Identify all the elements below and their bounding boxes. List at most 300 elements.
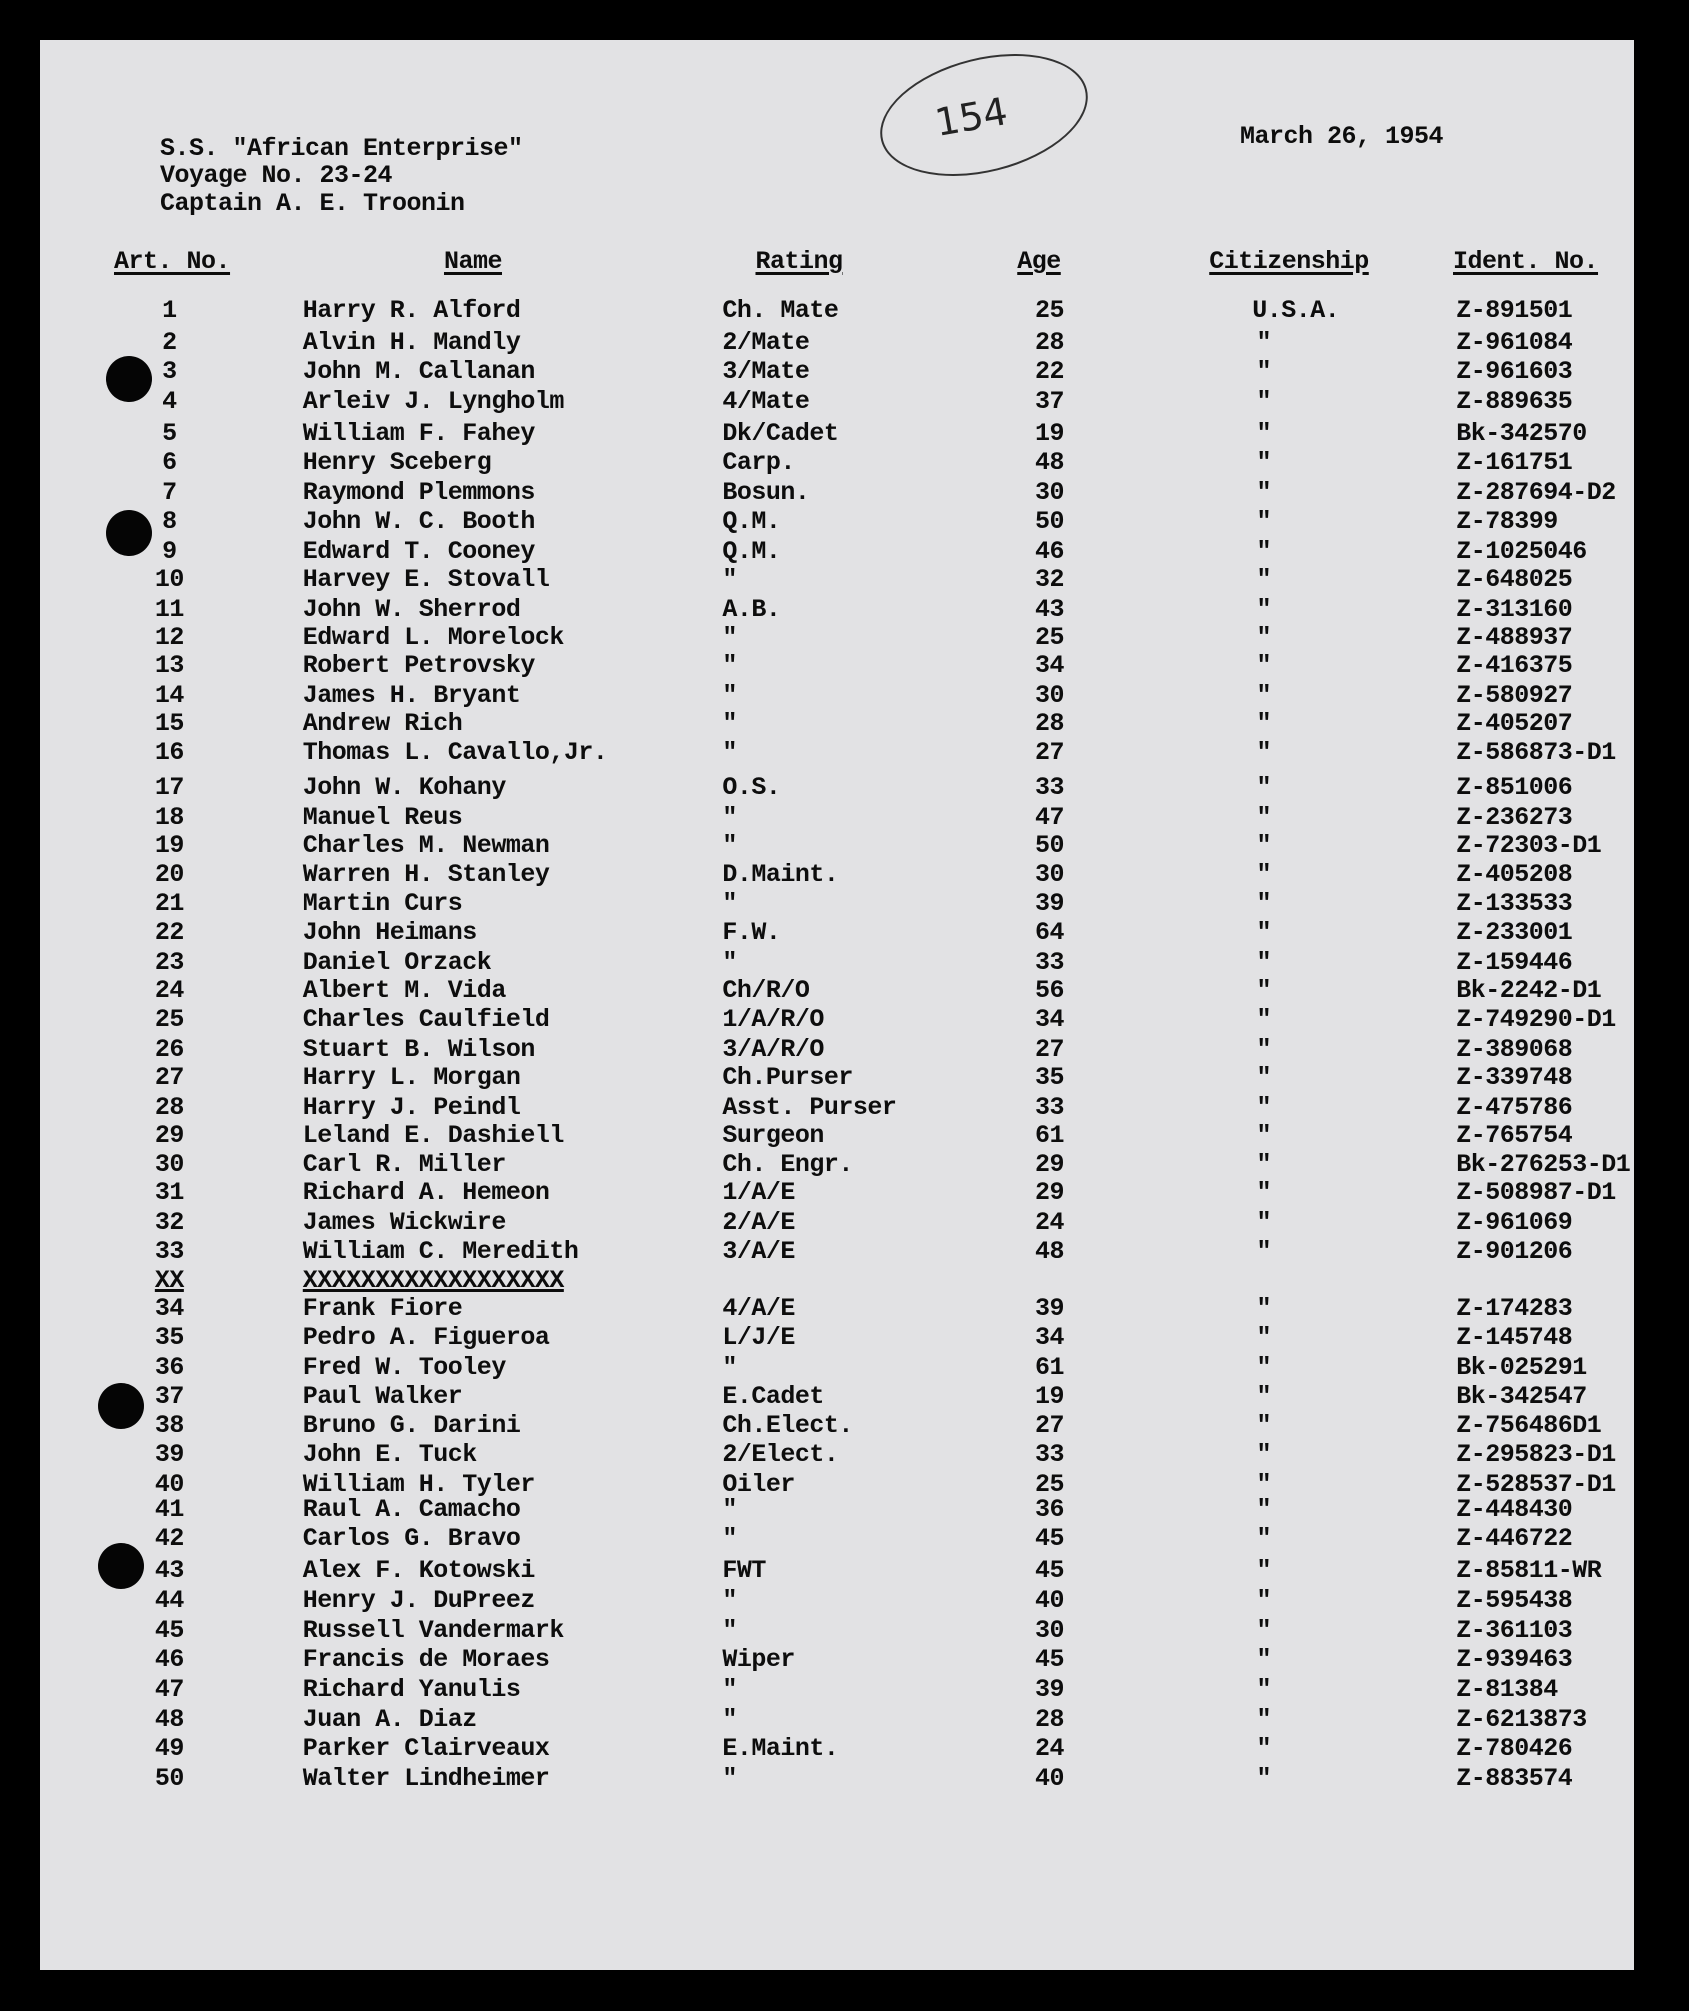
crew-name-cell: Alex F. Kotowski xyxy=(302,1555,535,1585)
ident-no-cell: Z-448430 xyxy=(1456,1495,1573,1525)
age-cell: 33 xyxy=(1034,1092,1064,1122)
citizenship-cell: " xyxy=(1256,1555,1272,1585)
column-header-ident-no: Ident. No. xyxy=(1453,247,1599,276)
ident-no-cell: Z-765754 xyxy=(1456,1120,1573,1150)
rating-cell: Ch. Mate xyxy=(722,295,839,325)
rating-cell: " xyxy=(722,708,737,738)
ident-no-cell: Z-161751 xyxy=(1456,448,1573,478)
art-no-cell: 40 xyxy=(154,1469,184,1499)
rating-cell: " xyxy=(722,622,737,652)
crew-name-cell: Parker Clairveaux xyxy=(302,1734,550,1763)
rating-cell: Asst. Purser xyxy=(722,1092,897,1122)
citizenship-cell: " xyxy=(1256,802,1272,832)
crew-name-cell: Juan A. Diaz xyxy=(302,1704,477,1734)
ident-no-cell: Z-295823-D1 xyxy=(1456,1440,1616,1470)
age-cell: 28 xyxy=(1034,327,1064,357)
art-no-cell: 19 xyxy=(154,830,184,860)
rating-cell: O.S. xyxy=(722,773,781,803)
age-cell: 39 xyxy=(1034,1293,1064,1323)
rating-cell: " xyxy=(722,651,737,681)
art-no-cell: 12 xyxy=(154,622,184,652)
punch-hole xyxy=(106,356,152,402)
ident-no-cell: Bk-342570 xyxy=(1456,418,1587,448)
age-cell: 28 xyxy=(1034,1704,1064,1734)
citizenship-cell: " xyxy=(1256,1120,1272,1150)
ident-no-cell: Bk-2242-D1 xyxy=(1456,975,1602,1005)
age-cell: 30 xyxy=(1034,860,1064,890)
crew-name-cell: Bruno G. Darini xyxy=(302,1410,521,1440)
rating-cell: Ch/R/O xyxy=(722,975,810,1005)
rating-cell: 1/A/E xyxy=(722,1178,795,1208)
ident-no-cell: Z-405207 xyxy=(1456,708,1573,738)
age-cell: 30 xyxy=(1034,1615,1064,1645)
captain-name: Captain A. E. Troonin xyxy=(160,189,465,218)
citizenship-cell: " xyxy=(1256,1615,1272,1645)
citizenship-cell: " xyxy=(1256,738,1272,768)
crew-name-cell: William F. Fahey xyxy=(302,418,535,448)
crew-name-cell: Harry L. Morgan xyxy=(302,1063,521,1092)
age-cell: 24 xyxy=(1034,1207,1064,1237)
rating-cell: Dk/Cadet xyxy=(722,418,839,448)
punch-hole xyxy=(98,1383,144,1429)
ident-no-cell: Z-339748 xyxy=(1456,1063,1573,1092)
age-cell: 61 xyxy=(1034,1352,1064,1382)
age-cell: 30 xyxy=(1034,477,1064,507)
crew-name-cell: Richard Yanulis xyxy=(302,1674,521,1704)
crew-name-cell: James Wickwire xyxy=(302,1207,506,1237)
rating-cell: Q.M. xyxy=(722,536,781,566)
age-cell: 30 xyxy=(1034,680,1064,710)
ident-no-cell: Z-174283 xyxy=(1456,1293,1573,1323)
art-no-cell: 32 xyxy=(154,1207,184,1237)
art-no-cell: 38 xyxy=(154,1410,184,1440)
ident-no-cell: Z-389068 xyxy=(1456,1034,1573,1064)
rating-cell: Carp. xyxy=(722,448,795,478)
citizenship-cell: " xyxy=(1256,1063,1272,1092)
ident-no-cell: Z-313160 xyxy=(1456,594,1573,624)
punch-hole xyxy=(106,510,152,556)
art-no-cell: 11 xyxy=(154,594,184,624)
crew-name-cell: John E. Tuck xyxy=(302,1440,477,1470)
rating-cell: " xyxy=(722,947,737,977)
citizenship-cell: " xyxy=(1256,1734,1272,1763)
ident-no-cell: Z-159446 xyxy=(1456,947,1573,977)
art-no-cell: 16 xyxy=(154,738,184,768)
ident-no-cell: Z-488937 xyxy=(1456,622,1573,652)
crew-name-cell: Thomas L. Cavallo,Jr. xyxy=(302,738,608,768)
column-header-name: Name xyxy=(443,247,503,276)
age-cell: 61 xyxy=(1034,1120,1064,1150)
age-cell: 19 xyxy=(1034,418,1064,448)
citizenship-cell: " xyxy=(1256,1178,1272,1208)
citizenship-cell: " xyxy=(1256,1237,1272,1267)
citizenship-cell: " xyxy=(1256,507,1272,537)
art-no-cell: 33 xyxy=(154,1237,184,1267)
citizenship-cell: " xyxy=(1256,1005,1272,1035)
ident-no-cell: Z-446722 xyxy=(1456,1523,1573,1553)
age-cell: 29 xyxy=(1034,1178,1064,1208)
art-no-cell: 22 xyxy=(154,918,184,948)
column-header-age: Age xyxy=(1017,247,1061,276)
crew-name-cell: Frank Fiore xyxy=(302,1293,463,1323)
ident-no-cell: Z-528537-D1 xyxy=(1456,1469,1616,1499)
age-cell: 43 xyxy=(1034,594,1064,624)
citizenship-cell: " xyxy=(1256,651,1272,681)
age-cell: 25 xyxy=(1034,1469,1064,1499)
citizenship-cell: " xyxy=(1256,1495,1272,1525)
rating-cell: 2/A/E xyxy=(722,1207,795,1237)
art-no-cell: 39 xyxy=(154,1440,184,1470)
ident-no-cell: Z-595438 xyxy=(1456,1586,1573,1616)
ident-no-cell: Bk-342547 xyxy=(1456,1382,1587,1412)
crew-name-cell: Henry Sceberg xyxy=(302,448,492,478)
art-no-cell: 15 xyxy=(154,708,184,738)
art-no-cell: 18 xyxy=(154,802,184,832)
ident-no-cell: Z-961603 xyxy=(1456,357,1573,387)
age-cell: 45 xyxy=(1034,1523,1064,1553)
age-cell: 36 xyxy=(1034,1495,1064,1525)
crew-name-cell: Alvin H. Mandly xyxy=(302,327,521,357)
crew-name-cell: John Heimans xyxy=(302,918,477,948)
rating-cell: " xyxy=(722,1352,737,1382)
crew-name-cell: Robert Petrovsky xyxy=(302,651,535,681)
ident-no-cell: Z-580927 xyxy=(1456,680,1573,710)
crew-name-cell: Warren H. Stanley xyxy=(302,860,550,890)
ident-no-cell: Z-851006 xyxy=(1456,773,1573,803)
crew-name-cell: Pedro A. Figueroa xyxy=(302,1323,550,1353)
citizenship-cell: " xyxy=(1256,386,1272,416)
art-no-cell: 28 xyxy=(154,1092,184,1122)
citizenship-cell: " xyxy=(1256,680,1272,710)
citizenship-cell: " xyxy=(1256,594,1272,624)
crew-name-cell: Martin Curs xyxy=(302,888,463,918)
crew-name-cell: Harry J. Peindl xyxy=(302,1092,521,1122)
rating-cell: " xyxy=(722,830,737,860)
art-no-cell: 21 xyxy=(154,888,184,918)
crew-name-cell: Carl R. Miller xyxy=(302,1150,506,1180)
age-cell: 33 xyxy=(1034,1440,1064,1470)
citizenship-cell: " xyxy=(1256,1323,1272,1353)
age-cell: 56 xyxy=(1034,975,1064,1005)
citizenship-cell: " xyxy=(1256,1410,1272,1440)
crew-name-cell: John M. Callanan xyxy=(302,357,535,387)
age-cell: 45 xyxy=(1034,1645,1064,1675)
crew-name-cell: Paul Walker xyxy=(302,1382,463,1412)
art-no-cell: 29 xyxy=(154,1120,184,1150)
art-no-cell: 27 xyxy=(154,1063,184,1092)
age-cell: 39 xyxy=(1034,1674,1064,1704)
ident-no-cell: Z-891501 xyxy=(1456,295,1573,325)
art-no-cell: 37 xyxy=(154,1382,184,1412)
rating-cell: Ch.Elect. xyxy=(722,1410,853,1440)
art-no-cell: 45 xyxy=(154,1615,184,1645)
citizenship-cell: " xyxy=(1256,1293,1272,1323)
citizenship-cell: " xyxy=(1256,1150,1272,1180)
age-cell: 27 xyxy=(1034,738,1064,768)
crew-name-cell: Richard A. Hemeon xyxy=(302,1178,550,1208)
art-no-cell: 6 xyxy=(162,448,177,478)
rating-cell: 3/Mate xyxy=(722,357,810,387)
crew-name-cell: Raul A. Camacho xyxy=(302,1495,521,1525)
art-no-cell: 14 xyxy=(154,680,184,710)
rating-cell: " xyxy=(722,565,737,595)
art-no-cell: 50 xyxy=(154,1763,184,1793)
age-cell: 39 xyxy=(1034,888,1064,918)
citizenship-cell: " xyxy=(1256,1674,1272,1704)
ident-no-cell: Z-81384 xyxy=(1456,1674,1558,1704)
citizenship-cell: " xyxy=(1256,918,1272,948)
rating-cell: 3/A/E xyxy=(722,1237,795,1267)
crew-name-cell: Edward T. Cooney xyxy=(302,536,535,566)
crew-name-cell: Daniel Orzack xyxy=(302,947,492,977)
age-cell: 25 xyxy=(1034,295,1064,325)
citizenship-cell: " xyxy=(1256,357,1272,387)
voyage-number: Voyage No. 23-24 xyxy=(160,161,393,190)
crew-name-cell: James H. Bryant xyxy=(302,680,521,710)
citizenship-cell: " xyxy=(1256,708,1272,738)
citizenship-cell: " xyxy=(1256,773,1272,803)
rating-cell: 1/A/R/O xyxy=(722,1005,824,1035)
art-no-cell: 34 xyxy=(154,1293,184,1323)
ident-no-cell: Z-475786 xyxy=(1456,1092,1573,1122)
age-cell: 50 xyxy=(1034,507,1064,537)
citizenship-cell: " xyxy=(1256,1352,1272,1382)
crew-name-cell: Leland E. Dashiell xyxy=(302,1120,564,1150)
rating-cell: Bosun. xyxy=(722,477,810,507)
crew-name-cell: John W. Kohany xyxy=(302,773,506,803)
column-header-art-no: Art. No. xyxy=(114,247,231,276)
crew-name-cell: Andrew Rich xyxy=(302,708,463,738)
rating-cell: D.Maint. xyxy=(722,860,839,890)
rating-cell: A.B. xyxy=(722,594,781,624)
citizenship-cell: " xyxy=(1256,565,1272,595)
art-no-cell: 20 xyxy=(154,860,184,890)
ident-no-cell: Z-405208 xyxy=(1456,860,1573,890)
citizenship-cell: " xyxy=(1256,1763,1272,1793)
age-cell: 24 xyxy=(1034,1734,1064,1763)
rating-cell: " xyxy=(722,1523,737,1553)
ident-no-cell: Z-648025 xyxy=(1456,565,1573,595)
crew-name-cell: William C. Meredith xyxy=(302,1237,579,1267)
citizenship-cell: " xyxy=(1256,1440,1272,1470)
art-no-cell: 23 xyxy=(154,947,184,977)
art-no-cell: 3 xyxy=(162,357,177,387)
crew-name-cell: Francis de Moraes xyxy=(302,1645,550,1675)
crew-name-cell: Harvey E. Stovall xyxy=(302,565,550,595)
ident-no-cell: Z-939463 xyxy=(1456,1645,1573,1675)
ident-no-cell: Z-133533 xyxy=(1456,888,1573,918)
crew-name-cell: Raymond Plemmons xyxy=(302,477,535,507)
rating-cell: " xyxy=(722,738,737,768)
rating-cell: E.Cadet xyxy=(722,1382,824,1412)
citizenship-cell: " xyxy=(1256,622,1272,652)
art-no-cell: 5 xyxy=(162,418,177,448)
age-cell: 45 xyxy=(1034,1555,1064,1585)
age-cell: 40 xyxy=(1034,1763,1064,1793)
crew-name-cell: Fred W. Tooley xyxy=(302,1352,506,1382)
citizenship-cell: " xyxy=(1256,448,1272,478)
art-no-cell: 41 xyxy=(154,1495,184,1525)
art-no-cell: XX xyxy=(154,1265,184,1295)
crew-name-cell: John W. C. Booth xyxy=(302,507,535,537)
age-cell: 22 xyxy=(1034,357,1064,387)
art-no-cell: 48 xyxy=(154,1704,184,1734)
art-no-cell: 31 xyxy=(154,1178,184,1208)
age-cell: 19 xyxy=(1034,1382,1064,1412)
age-cell: 29 xyxy=(1034,1150,1064,1180)
ident-no-cell: Z-145748 xyxy=(1456,1323,1573,1353)
citizenship-cell: " xyxy=(1256,1645,1272,1675)
art-no-cell: 47 xyxy=(154,1674,184,1704)
art-no-cell: 24 xyxy=(154,975,184,1005)
rating-cell: " xyxy=(722,680,737,710)
ident-no-cell: Z-1025046 xyxy=(1456,536,1587,566)
citizenship-cell: " xyxy=(1256,947,1272,977)
crew-name-cell: Harry R. Alford xyxy=(302,295,521,325)
citizenship-cell: " xyxy=(1256,975,1272,1005)
ident-no-cell: Z-233001 xyxy=(1456,918,1573,948)
ident-no-cell: Z-508987-D1 xyxy=(1456,1178,1616,1208)
crew-name-cell: Walter Lindheimer xyxy=(302,1763,550,1793)
ident-no-cell: Z-780426 xyxy=(1456,1734,1573,1763)
citizenship-cell: " xyxy=(1256,860,1272,890)
age-cell: 27 xyxy=(1034,1034,1064,1064)
rating-cell: " xyxy=(722,888,737,918)
art-no-cell: 42 xyxy=(154,1523,184,1553)
ident-no-cell: Z-85811-WR xyxy=(1456,1555,1602,1585)
ident-no-cell: Bk-025291 xyxy=(1456,1352,1587,1382)
ident-no-cell: Z-961069 xyxy=(1456,1207,1573,1237)
ident-no-cell: Z-889635 xyxy=(1456,386,1573,416)
art-no-cell: 35 xyxy=(154,1323,184,1353)
art-no-cell: 17 xyxy=(154,773,184,803)
column-header-citizenship: Citizenship xyxy=(1209,247,1369,276)
art-no-cell: 13 xyxy=(154,651,184,681)
art-no-cell: 46 xyxy=(154,1645,184,1675)
art-no-cell: 4 xyxy=(162,386,177,416)
citizenship-cell: U.S.A. xyxy=(1252,295,1340,325)
crew-name-cell: William H. Tyler xyxy=(302,1469,535,1499)
ident-no-cell: Z-236273 xyxy=(1456,802,1573,832)
page-number: 154 xyxy=(931,89,1011,145)
ident-no-cell: Z-901206 xyxy=(1456,1237,1573,1267)
ident-no-cell: Z-961084 xyxy=(1456,327,1573,357)
art-no-cell: 43 xyxy=(154,1555,184,1585)
rating-cell: E.Maint. xyxy=(722,1734,839,1763)
rating-cell: 2/Mate xyxy=(722,327,810,357)
art-no-cell: 8 xyxy=(162,507,177,537)
age-cell: 46 xyxy=(1034,536,1064,566)
art-no-cell: 44 xyxy=(154,1586,184,1616)
age-cell: 34 xyxy=(1034,1323,1064,1353)
rating-cell: " xyxy=(722,802,737,832)
citizenship-cell: " xyxy=(1256,1034,1272,1064)
ship-name: S.S. "African Enterprise" xyxy=(160,134,523,163)
age-cell: 40 xyxy=(1034,1586,1064,1616)
crew-name-cell: Charles Caulfield xyxy=(302,1005,550,1035)
ident-no-cell: Z-72303-D1 xyxy=(1456,830,1602,860)
ident-no-cell: Bk-276253-D1 xyxy=(1456,1150,1631,1180)
art-no-cell: 26 xyxy=(154,1034,184,1064)
age-cell: 32 xyxy=(1034,565,1064,595)
rating-cell: 4/Mate xyxy=(722,386,810,416)
rating-cell: 4/A/E xyxy=(722,1293,795,1323)
art-no-cell: 49 xyxy=(154,1734,184,1763)
ident-no-cell: Z-416375 xyxy=(1456,651,1573,681)
ident-no-cell: Z-883574 xyxy=(1456,1763,1573,1793)
crew-name-cell: Stuart B. Wilson xyxy=(302,1034,535,1064)
ident-no-cell: Z-6213873 xyxy=(1456,1704,1587,1734)
art-no-cell: 30 xyxy=(154,1150,184,1180)
column-header-rating: Rating xyxy=(755,247,843,276)
rating-cell: Oiler xyxy=(722,1469,795,1499)
rating-cell: FWT xyxy=(722,1555,766,1585)
citizenship-cell: " xyxy=(1256,536,1272,566)
rating-cell: " xyxy=(722,1495,737,1525)
rating-cell: " xyxy=(722,1763,737,1793)
rating-cell: " xyxy=(722,1586,737,1616)
age-cell: 34 xyxy=(1034,651,1064,681)
crew-name-cell: Arleiv J. Lyngholm xyxy=(302,386,564,416)
rating-cell: Q.M. xyxy=(722,507,781,537)
age-cell: 33 xyxy=(1034,947,1064,977)
crew-name-cell: Manuel Reus xyxy=(302,802,463,832)
art-no-cell: 7 xyxy=(162,477,177,507)
age-cell: 27 xyxy=(1034,1410,1064,1440)
document-date: March 26, 1954 xyxy=(1240,122,1444,151)
crew-name-cell: Albert M. Vida xyxy=(302,975,506,1005)
citizenship-cell: " xyxy=(1256,1207,1272,1237)
art-no-cell: 2 xyxy=(162,327,177,357)
age-cell: 50 xyxy=(1034,830,1064,860)
crew-name-cell: Charles M. Newman xyxy=(302,830,550,860)
age-cell: 33 xyxy=(1034,773,1064,803)
rating-cell: L/J/E xyxy=(722,1323,795,1353)
citizenship-cell: " xyxy=(1256,830,1272,860)
citizenship-cell: " xyxy=(1256,327,1272,357)
punch-hole xyxy=(98,1543,144,1589)
art-no-cell: 1 xyxy=(162,295,177,325)
age-cell: 28 xyxy=(1034,708,1064,738)
ident-no-cell: Z-287694-D2 xyxy=(1456,477,1616,507)
age-cell: 48 xyxy=(1034,448,1064,478)
citizenship-cell: " xyxy=(1256,1092,1272,1122)
crew-name-cell: XXXXXXXXXXXXXXXXXX xyxy=(302,1265,564,1295)
crew-name-cell: John W. Sherrod xyxy=(302,594,521,624)
citizenship-cell: " xyxy=(1256,418,1272,448)
citizenship-cell: " xyxy=(1256,1469,1272,1499)
citizenship-cell: " xyxy=(1256,1704,1272,1734)
ident-no-cell: Z-78399 xyxy=(1456,507,1558,537)
rating-cell: 2/Elect. xyxy=(722,1440,839,1470)
citizenship-cell: " xyxy=(1256,477,1272,507)
art-no-cell: 10 xyxy=(154,565,184,595)
ident-no-cell: Z-361103 xyxy=(1456,1615,1573,1645)
age-cell: 34 xyxy=(1034,1005,1064,1035)
citizenship-cell: " xyxy=(1256,1523,1272,1553)
rating-cell: 3/A/R/O xyxy=(722,1034,824,1064)
art-no-cell: 36 xyxy=(154,1352,184,1382)
ident-no-cell: Z-756486D1 xyxy=(1456,1410,1602,1440)
crew-name-cell: Russell Vandermark xyxy=(302,1615,564,1645)
rating-cell: Ch. Engr. xyxy=(722,1150,853,1180)
age-cell: 64 xyxy=(1034,918,1064,948)
art-no-cell: 25 xyxy=(154,1005,184,1035)
rating-cell: " xyxy=(722,1615,737,1645)
rating-cell: " xyxy=(722,1674,737,1704)
age-cell: 25 xyxy=(1034,622,1064,652)
age-cell: 48 xyxy=(1034,1237,1064,1267)
